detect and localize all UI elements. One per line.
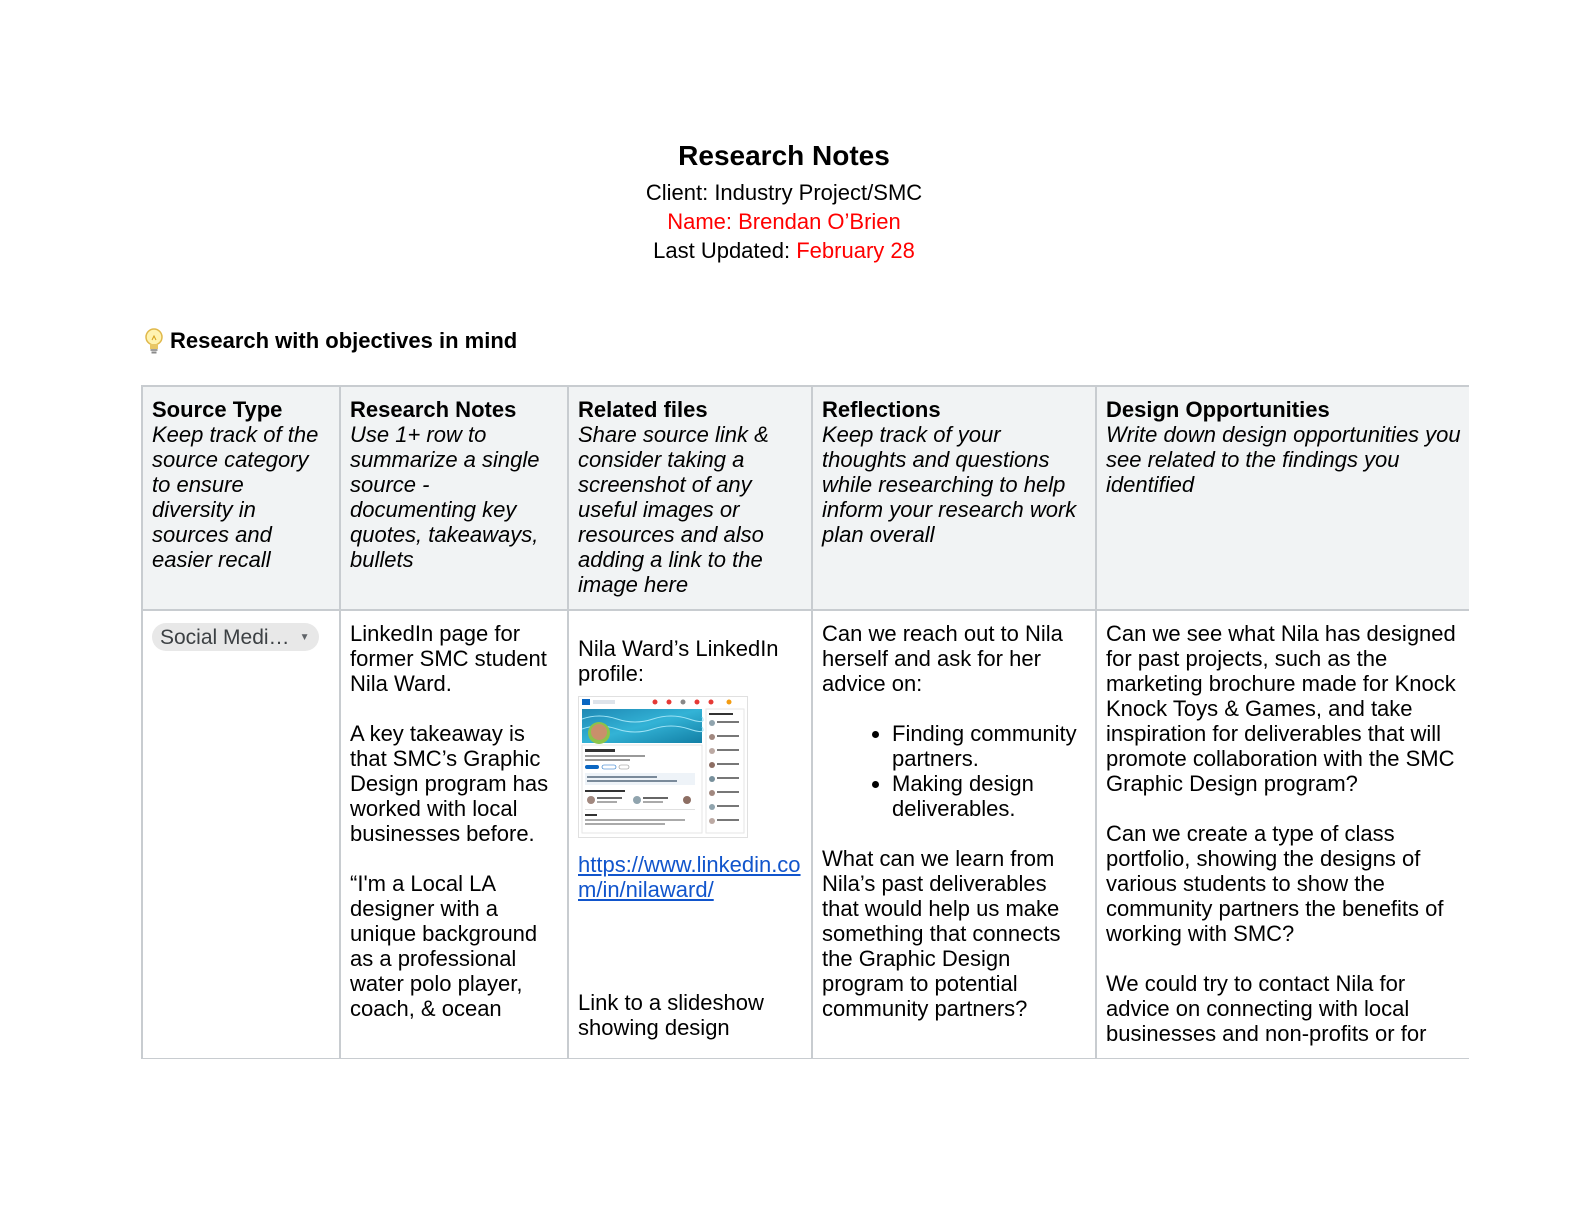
header-description: Keep track of the source category to ensure diversity in sources and easier recall <box>152 422 319 572</box>
linkedin-profile-screenshot[interactable] <box>578 696 748 838</box>
files-intro: Nila Ward’s LinkedIn profile: <box>578 636 779 686</box>
header-cell-reflections <box>812 386 1096 610</box>
cell-related-files <box>568 610 812 1059</box>
header-cell-research-notes <box>340 386 568 610</box>
name-line: Name: Brendan O’Brien <box>667 209 901 234</box>
list-item: • Finding community partners. <box>892 721 1086 771</box>
document-header <box>0 138 1568 265</box>
reflection-question: What can we learn from Nila’s past deliverables that would help us make something that connects the Graphic Design program to potential community partners? <box>822 846 1061 1021</box>
header-description: Write down design opportunities you see related to the findings you identified <box>1106 422 1461 497</box>
note-paragraph: LinkedIn page for former SMC student Nila Ward. <box>350 621 547 696</box>
client-line: Client: Industry Project/SMC <box>645 180 923 205</box>
last-updated-label: Last Updated: <box>653 238 797 263</box>
chevron-down-icon: ▼ <box>299 631 310 643</box>
cell-reflections <box>812 610 1096 1059</box>
opportunity-paragraph: Can we create a type of class portfolio, showing the designs of various students to show the community partners the benefits of working with SMC? <box>1106 821 1444 946</box>
lightbulb-icon <box>143 327 165 355</box>
list-item: • Making design deliverables. <box>892 771 1086 821</box>
header-description: Share source link & consider taking a screenshot of any useful images or resources and also adding a link to the image here <box>578 422 769 597</box>
last-updated-line <box>0 236 1568 265</box>
note-paragraph: “I'm a Local LA designer with a unique background as a professional water polo player, coach, & ocean <box>350 871 538 1021</box>
opportunity-paragraph: Can we see what Nila has designed for past projects, such as the marketing brochure made for Knock Knock Toys & Games, and take inspiration for deliverables that will promote collaboration with the SMC Graphic Design program? <box>1106 621 1456 796</box>
header-cell-design-opportunities <box>1096 386 1469 610</box>
note-paragraph: A key takeaway is that SMC’s Graphic Design program has worked with local businesses before. <box>350 721 549 846</box>
research-table <box>141 385 1469 1059</box>
header-title: Related files <box>578 397 708 422</box>
header-description: Use 1+ row to summarize a single source - documenting key quotes, takeaways, bullets <box>350 422 540 572</box>
cell-research-notes <box>340 610 568 1059</box>
reflection-bullet-list <box>822 721 1086 821</box>
header-cell-source-type <box>142 386 340 610</box>
reflection-intro: Can we reach out to Nila herself and ask for her advice on: <box>822 621 1063 696</box>
opportunity-paragraph: We could try to contact Nila for advice on connecting with local businesses and non-profits or for <box>1106 971 1427 1046</box>
source-type-value: Social Medi… <box>160 625 290 649</box>
table-header-row <box>142 386 1469 610</box>
linkedin-profile-link[interactable]: https://www.linkedin.com/in/nilaward/ <box>578 852 801 902</box>
cell-design-opportunities <box>1096 610 1469 1059</box>
cell-source-type <box>142 610 340 1059</box>
last-updated-value: February 28 <box>796 238 915 263</box>
research-table-container <box>140 383 1469 1059</box>
header-title: Reflections <box>822 397 941 422</box>
section-heading-text: Research with objectives in mind <box>170 328 518 353</box>
source-type-dropdown[interactable] <box>152 623 319 651</box>
header-title: Source Type <box>152 397 283 422</box>
table-row <box>142 610 1469 1059</box>
header-title: Design Opportunities <box>1106 397 1330 422</box>
link-paragraph <box>578 852 802 902</box>
header-title: Research Notes <box>350 397 517 422</box>
document-title: Research Notes <box>678 140 890 171</box>
section-heading <box>143 326 517 356</box>
slideshow-link-text: Link to a slideshow showing design <box>578 990 764 1040</box>
header-cell-related-files <box>568 386 812 610</box>
header-description: Keep track of your thoughts and questions while researching to help inform your research work plan overall <box>822 422 1077 547</box>
